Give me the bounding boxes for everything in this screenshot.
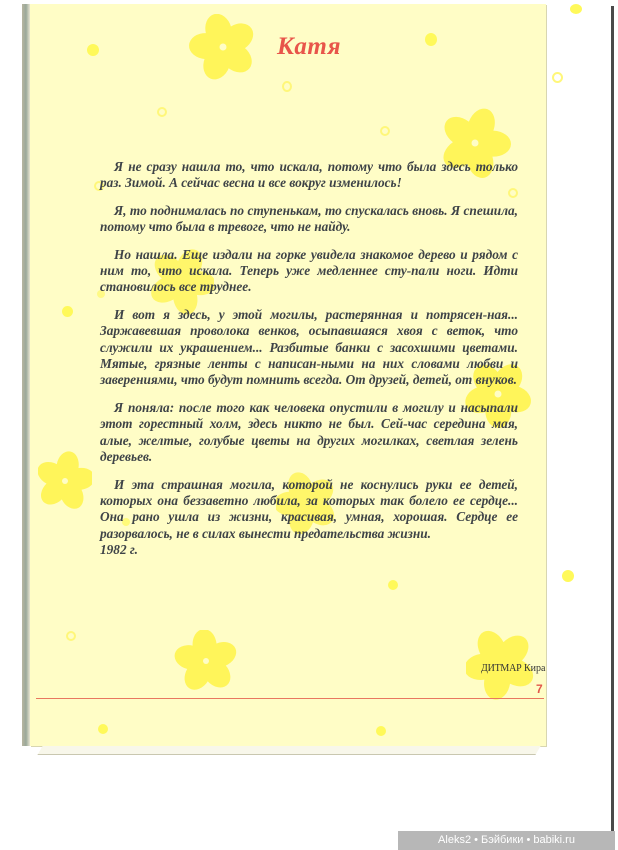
flower-icon xyxy=(38,450,92,512)
ring-icon xyxy=(380,126,390,136)
dot-icon xyxy=(376,726,386,736)
flower-icon xyxy=(172,630,240,692)
page-stack-edge xyxy=(37,746,540,755)
year: 1982 г. xyxy=(100,542,138,558)
page-spine xyxy=(22,4,30,746)
dot-icon xyxy=(570,4,582,14)
dot-icon xyxy=(562,570,574,582)
paragraph: И эта страшная могила, которой не коснулись руки ее детей, которых она беззаветно любила, за которых так болело ее сердце... Она рано ушла из жизни, красивая, умная, хорошая. Сердце ее разорвалось, не в силах вынести предательства жизни. xyxy=(100,476,518,541)
footer-divider xyxy=(36,698,544,699)
story-title: Катя xyxy=(276,33,342,60)
paragraph: Я не сразу нашла то, что искала, потому что была здесь только раз. Зимой. А сейчас весна и все вокруг изменилось! xyxy=(100,159,518,191)
ring-icon xyxy=(66,631,76,641)
page-number: 7 xyxy=(536,682,543,696)
dot-icon xyxy=(62,306,73,317)
scan-edge xyxy=(611,6,614,831)
ring-icon xyxy=(282,81,292,92)
ring-icon xyxy=(157,107,167,117)
paragraph: Но нашла. Еще издали на горке увидела знакомое дерево и рядом с ним то, что искала. Теперь уже медленнее сту-пали ноги. Идти становилось все труднее. xyxy=(100,246,518,295)
author-credit xyxy=(481,663,545,674)
paragraph: И вот я здесь, у этой могилы, растерянная и потрясен-ная... Заржавевшая проволока венков, осыпавшаяся хвоя с веток, что служили их украшением... Разбитые банки с засохшими цветами. Мятые, грязные ленты с написан-ными на них словами любви и заверениями, что будут помнить всегда. От друзей, детей, от внуков. xyxy=(100,306,518,388)
paragraph: Я, то поднималась по ступенькам, то спускалась вновь. Я спешила, потому что была в тревоге, что не найду. xyxy=(100,202,518,235)
paragraph: Я поняла: после того как человека опустили в могилу и насыпали этот горестный холм, здесь никто не был. Сей-час середина мая, алые, желтые, голубые цветы на других могилках, светлая зелень деревьев. xyxy=(100,399,518,465)
ring-icon xyxy=(552,72,563,83)
story-body xyxy=(100,159,518,559)
author-surname: ДИТМАР xyxy=(481,663,522,674)
author-name: Кира xyxy=(524,663,546,674)
dot-icon xyxy=(98,724,108,734)
watermark: Aleks2 • Бэйбики • babiki.ru xyxy=(398,831,615,850)
dot-icon xyxy=(388,580,398,590)
